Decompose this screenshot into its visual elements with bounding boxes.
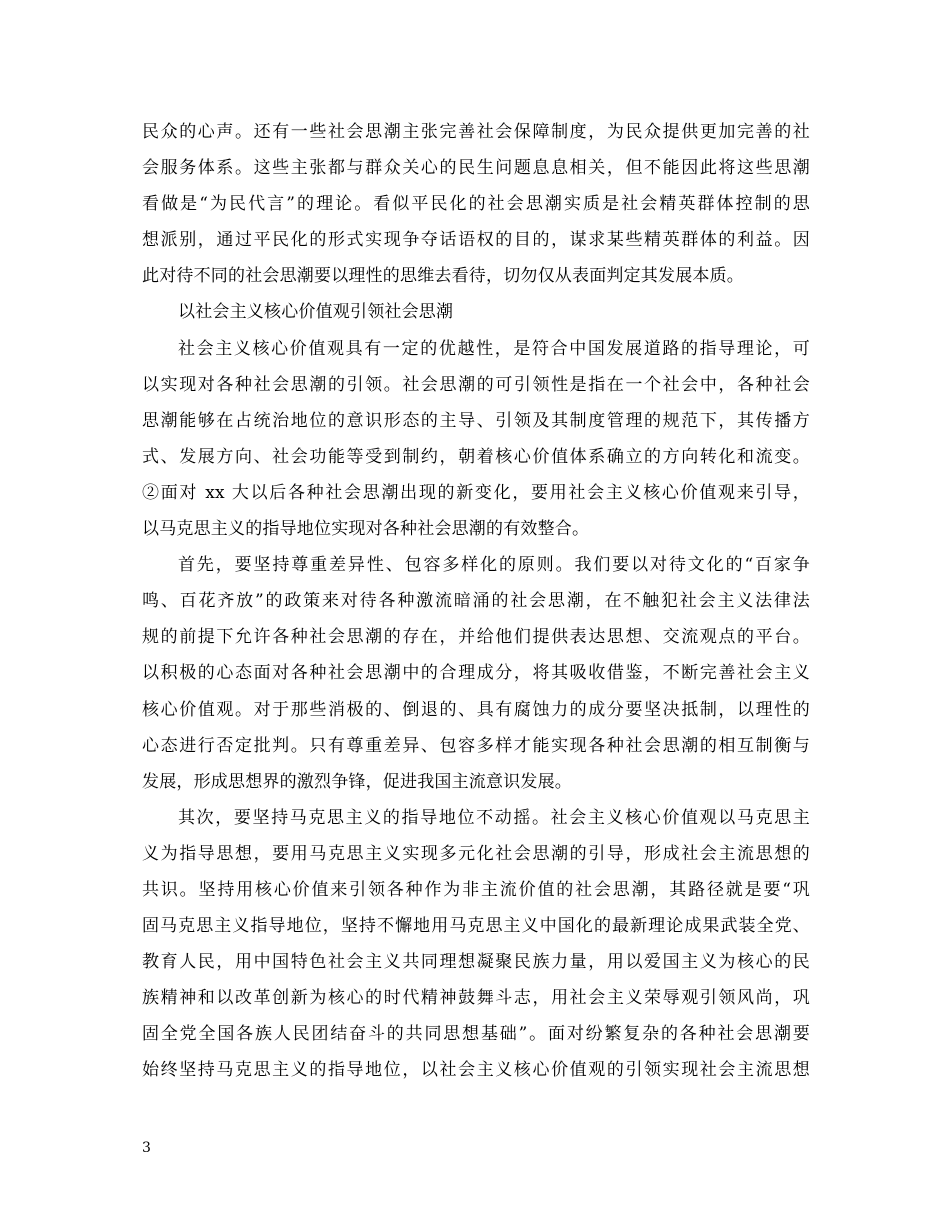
text-line: 以积极的心态面对各种社会思潮中的合理成分，将其吸收借鉴，不断完善社会主义 (142, 663, 810, 684)
text-line: 思潮能够在占统治地位的意识形态的主导、引领及其制度管理的规范下，其传播方 (142, 410, 810, 431)
text-line: 心态进行否定批判。只有尊重差异、包容多样才能实现各种社会思潮的相互制衡与 (142, 735, 810, 756)
text-line: 想派别，通过平民化的形式实现争夺话语权的目的，谋求某些精英群体的利益。因 (142, 230, 810, 251)
text-line: 固马克思主义指导地位，坚持不懈地用马克思主义中国化的最新理论成果武装全党、 (142, 916, 810, 937)
text-line: 规的前提下允许各种社会思潮的存在，并给他们提供表达思想、交流观点的平台。 (142, 627, 810, 648)
text-line: 族精神和以改革创新为核心的时代精神鼓舞斗志，用社会主义荣辱观引领风尚，巩 (142, 988, 810, 1009)
text-line: 以实现对各种社会思潮的引领。社会思潮的可引领性是指在一个社会中，各种社会 (142, 374, 810, 395)
text-line: 教育人民，用中国特色社会主义共同理想凝聚民族力量，用以爱国主义为核心的民 (142, 952, 810, 973)
text-line: 式、发展方向、社会功能等受到制约，朝着核心价值体系确立的方向转化和流变。 (142, 446, 810, 467)
text-line: 始终坚持马克思主义的指导地位，以社会主义核心价值观的引领实现社会主流思想 (142, 1060, 810, 1081)
text-line: 此对待不同的社会思潮要以理性的思维去看待，切勿仅从表面判定其发展本质。 (142, 266, 744, 287)
text-line: 共识。坚持用核心价值来引领各种作为非主流价值的社会思潮，其路径就是要“巩 (142, 879, 810, 900)
text-line: 义为指导思想，要用马克思主义实现多元化社会思潮的引导，形成社会主流思想的 (142, 843, 810, 864)
text-line: 会服务体系。这些主张都与群众关心的民生问题息息相关，但不能因此将这些思潮 (142, 158, 810, 179)
text-line: 固全党全国各族人民团结奋斗的共同思想基础”。面对纷繁复杂的各种社会思潮要 (142, 1024, 810, 1045)
section-heading: 以社会主义核心价值观引领社会思潮 (178, 302, 454, 323)
text-line: 首先，要坚持尊重差异性、包容多样化的原则。我们要以对待文化的“百家争 (178, 555, 810, 576)
text-line: 发展，形成思想界的激烈争锋，促进我国主流意识发展。 (142, 771, 572, 792)
text-line: 社会主义核心价值观具有一定的优越性，是符合中国发展道路的指导理论，可 (178, 338, 810, 359)
text-line: 看做是“为民代言”的理论。看似平民化的社会思潮实质是社会精英群体控制的思 (142, 194, 810, 215)
page-number: 3 (142, 1140, 151, 1156)
body-text (142, 114, 810, 1089)
text-line: 民众的心声。还有一些社会思潮主张完善社会保障制度，为民众提供更加完善的社 (142, 122, 810, 142)
text-line: 核心价值观。对于那些消极的、倒退的、具有腐蚀力的成分要坚决抵制，以理性的 (142, 699, 810, 720)
text-line: 鸣、百花齐放”的政策来对待各种激流暗涌的社会思潮，在不触犯社会主义法律法 (142, 591, 810, 612)
text-line: 以马克思主义的指导地位实现对各种社会思潮的有效整合。 (142, 519, 590, 540)
text-line: ②面对 xx 大以后各种社会思潮出现的新变化，要用社会主义核心价值观来引导， (142, 482, 810, 503)
text-line: 其次，要坚持马克思主义的指导地位不动摇。社会主义核心价值观以马克思主 (178, 807, 810, 828)
